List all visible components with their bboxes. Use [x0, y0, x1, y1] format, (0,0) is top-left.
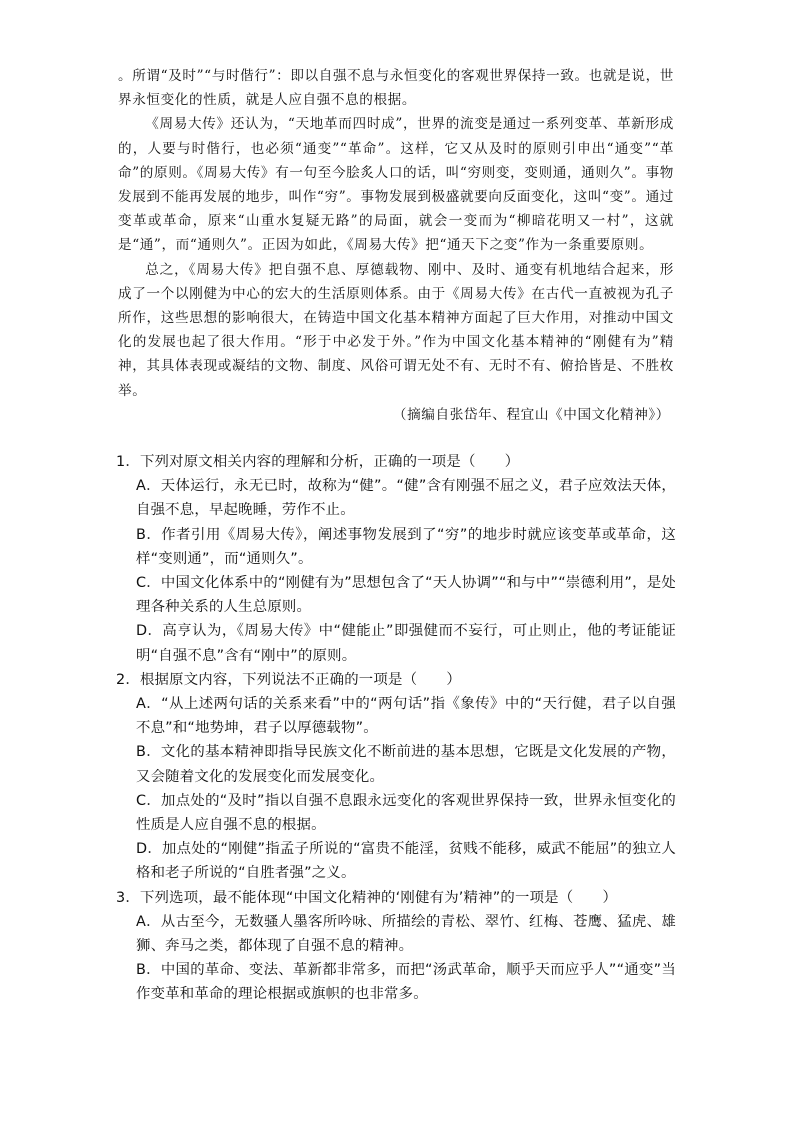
reading-passage — [118, 64, 674, 427]
option-a: A．从古至今，无数骚人墨客所吟咏、所描绘的青松、翠竹、红梅、苍鹰、猛虎、雄狮、奔马之类，都体现了自强不息的精神。 — [136, 913, 676, 955]
question-stem: 1．下列对原文相关内容的理解和分析，正确的一项是（ ） — [116, 454, 520, 470]
option-a: A．天体运行，永无已时，故称为“健”。“健”含有刚强不屈之义，君子应效法天体，自强不息，早起晚睡，劳作不止。 — [136, 478, 676, 519]
option-b: B．作者引用《周易大传》，阐述事物发展到了“穷”的地步时就应该变革或革命，这样“变则通”，而“通则久”。 — [136, 526, 676, 567]
option-c: C．中国文化体系中的“刚健有为”思想包含了“天人协调”“和与中”“崇德利用”，是处理各种关系的人生总原则。 — [136, 575, 676, 616]
passage-paragraph: 总之，《周易大传》把自强不息、厚德载物、刚中、及时、通变有机地结合起来，形成了一个以刚健为中心的宏大的生活原则体系。由于《周易大传》在古代一直被视为孔子所作，这些思想的影响很大，在铸造中国文化基本精神方面起了巨大作用，对推动中国文化的发展也起了很大作用。“形于中必发于外。”作为中国文化基本精神的“刚健有为”精神，其具体表现或凝结的文物、制度、风俗可谓无处不有、无时不有、俯拾皆是、不胜枚举。 — [118, 261, 674, 399]
question-3 — [116, 886, 676, 1007]
passage-paragraph: 。所谓“及时”“与时偕行”：即以自强不息与永恒变化的客观世界保持一致。也就是说，世界永恒变化的性质，就是人应自强不息的根据。 — [118, 68, 674, 109]
question-stem: 3．下列选项，最不能体现“中国文化精神的‘刚健有为’精神”的一项是（ ） — [116, 889, 618, 906]
option-b: B．文化的基本精神即指导民族文化不断前进的基本思想，它既是文化发展的产物，又会随着文化的发展变化而发展变化。 — [136, 744, 676, 785]
question-1 — [116, 450, 676, 668]
option-b: B．中国的革命、变法、革新都非常多，而把“汤武革命，顺乎天而应乎人”“通变”当作变革和革命的理论根据或旗帜的也非常多。 — [136, 962, 676, 1003]
question-stem: 2．根据原文内容，下列说法不正确的一项是（ ） — [116, 671, 461, 688]
option-c: C．加点处的“及时”指以自强不息跟永远变化的客观世界保持一致，世界永恒变化的性质是人应自强不息的根据。 — [136, 792, 676, 834]
option-d: D．高亨认为，《周易大传》中“健能止”即强健而不妄行，可止则止，他的考证能证明“自强不息”含有“刚中”的原则。 — [136, 623, 676, 664]
option-d: D．加点处的“刚健”指孟子所说的“富贵不能淫，贫贱不能移，威武不能屈”的独立人格和老子所说的“自胜者强”之义。 — [136, 841, 676, 882]
option-a: A．“从上述两句话的关系来看”中的“两句话”指《象传》中的“天行健，君子以自强不息”和“地势坤，君子以厚德载物”。 — [136, 696, 676, 737]
passage-paragraph: 《周易大传》还认为，“天地革而四时成”，世界的流变是通过一系列变革、革新形成的，人要与时偕行，也必须“通变”“革命”。这样，它又从及时的原则引申出“通变”“革命”的原则。《周易大传》有一句至今脍炙人口的话，叫“穷则变，变则通，通则久”。事物发展到不能再发展的地步，叫作“穷”。事物发展到极盛就要向反面变化，这叫“变”。通过变革或革命，原来“山重水复疑无路”的局面，就会一变而为“柳暗花明又一村”，这就是“通”，而“通则久”。正因为如此，《周易大传》把“通天下之变”作为一条重要原则。 — [118, 116, 674, 254]
passage-source: （摘编自张岱年、程宜山《中国文化精神》） — [392, 406, 670, 423]
question-list — [116, 450, 676, 1007]
question-2 — [116, 668, 676, 886]
